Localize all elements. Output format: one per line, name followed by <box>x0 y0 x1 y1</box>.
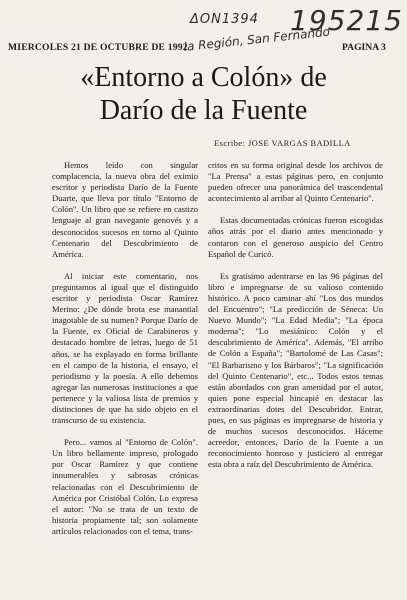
headline-line-2: Darío de la Fuente <box>99 95 308 126</box>
article-paragraph: Pero... vamos al "Entorno de Colón". Un libro bellamente impreso, prologado por Oscar Ramírez y que contiene innumerables y sabrosas crónicas relacionadas con el Descubrimiento de América por Cristóbal Colón. Lo expresa el autor: "No se trata de un texto de historia propiamente tal; son solamente artículos relacionados con el tema, trans- <box>52 437 198 536</box>
page-number: PAGINA 3 <box>342 42 386 53</box>
article-paragraph: Hemos leído con singular complacencia, la nueva obra del eximio escritor y periodista Darío de la Fuente Duarte, que lleva por título "Entorno de Colón". Un libro que se refiere en castizo lenguaje al gran navegante genovés y a desconocidos sucesos en torno al Quinto Centenario del Descubrimiento de América. <box>52 160 198 259</box>
dateline: MIERCOLES 21 DE OCTUBRE DE 1992 <box>8 42 188 53</box>
catalog-code-annotation: ΔON1394 <box>190 12 259 27</box>
byline: Escribe: JOSE VARGAS BADILLA <box>214 139 351 148</box>
article-paragraph: Al iniciar este comentario, nos preguntamos al igual que el distinguido escritor y periodista Oscar Ramírez Merino: ¿De dónde brota ese manantial inagotable de su numen? Porque Darío de la Fuente, ex Oficial de Carabineros y destacado hombre de letras, luego de 51 años, se ha explayado en forma brillante en el campo de la historia, el ensayo, el periodismo y la poesía. A ello debemos agregar las numerosas instituciones a que pertenece y la valiosa lista de premios y distinciones de que ha sido objeto en el transcurso de su existencia. <box>52 270 198 426</box>
article-paragraph: Es gratísimo adentrarse en las 96 páginas del libro e impregnarse de su valioso contenido histórico. A poco caminar ahí "Los dos mundos del Encuentro"; "La predicción de Séneca: Un Nuevo Mundo"; "La Edad Media"; "La época moderna"; "Lo mesiánico: Colón y el descubrimiento de América". Además, "El arribo de Colón a España"; "Bartolomé de Las Casas"; "El Barbarismo y los Bárbaros"; "La significación del Quinto Centenario", etc... Todos estos temas están abordados con gran amenidad por el autor, quien pone especial hincapié en destacar las extraordinarias dotes del Descubridor. Entrar, pues, en sus páginas es impregnarse de historia y de muchos sucesos desconocidos. Háceme acreedor, entonces, Darío de la Fuente a un reconocimiento honroso y justiciero al entregar esta obra a raíz del Descubrimiento de América. <box>208 270 383 470</box>
article-paragraph: Estas documentadas crónicas fueron escogidas años atrás por el diario antes mencionado y contaron con el generoso auspicio del Centro Español de Curicó. <box>208 215 383 259</box>
article-paragraph: critos en su forma original desde los archivos de "La Prensa" a estas páginas pero, en conjunto pueden ofrecer una panorámica del trascendental acontecimiento al arribar al Quinto Centenario". <box>208 160 383 204</box>
headline-line-1: «Entorno a Colón» de <box>80 62 327 93</box>
catalog-number-annotation: 195215 <box>290 4 403 37</box>
article-column-right <box>208 160 383 470</box>
article-column-left <box>52 160 198 537</box>
source-handwritten-note: la Región, San Fernando <box>183 24 331 54</box>
